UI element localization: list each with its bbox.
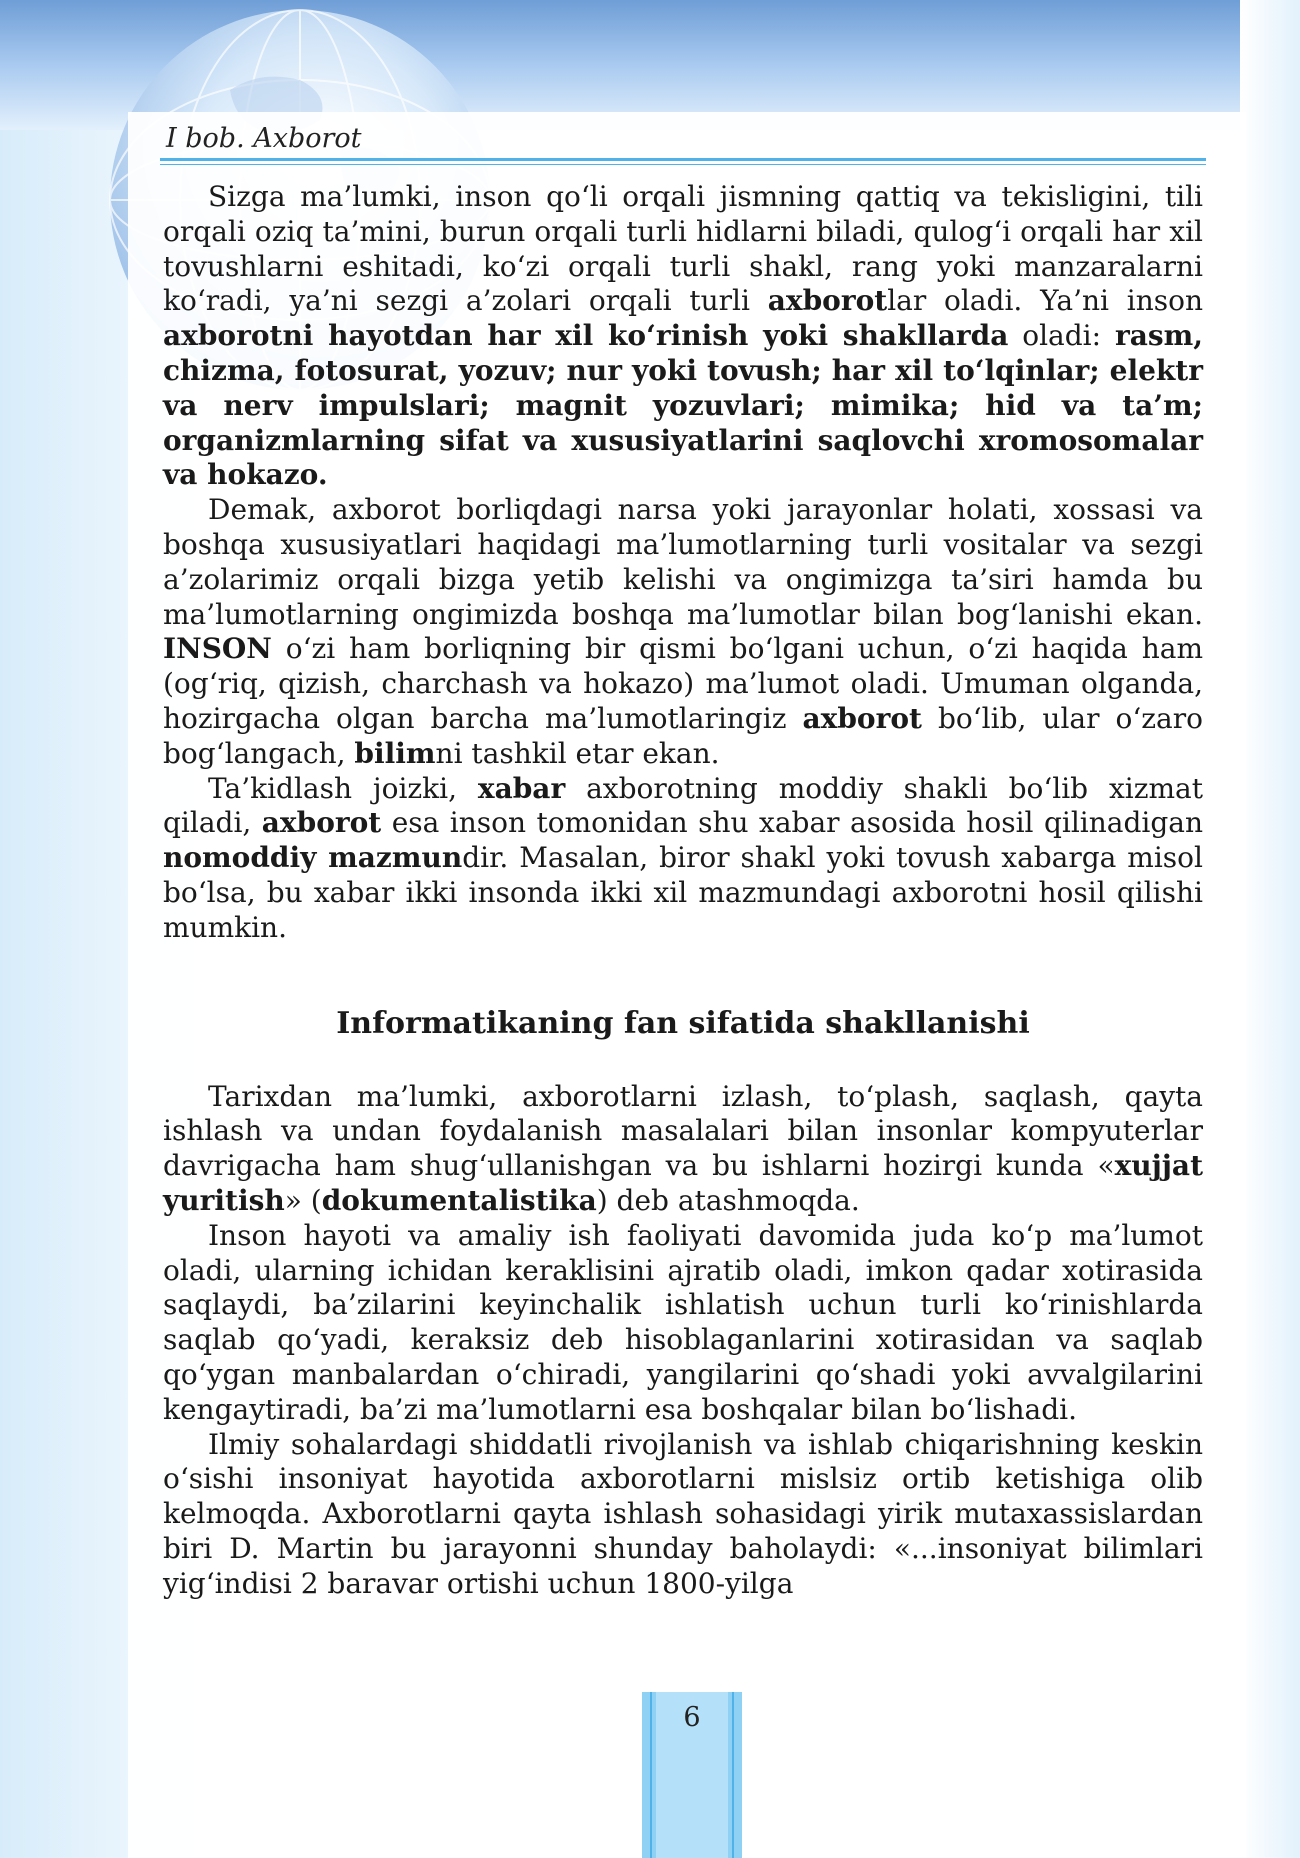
header-rule-thin <box>160 164 1206 165</box>
bold-run: nomoddiy mazmun <box>163 841 463 875</box>
text-run: » ( <box>284 1183 322 1217</box>
bold-run: xujjat yuritish <box>163 1149 1203 1217</box>
page-tab-edge-right <box>732 1692 734 1858</box>
text-run: Inson hayoti va amaliy ish faoliyati davomida juda ko‘p ma’lumot oladi, ularning ichidan keraklisini ajratib oladi, imkon qadar xotirasida saqlaydi, ba’zilarini keyinchalik ishlatish uchun turli ko‘rinishlarda saqlab qo‘yadi, keraksiz deb hisoblaganlarini xotirasidan va saqlab qo‘ygan manbalardan o‘chiradi, yangilarini qo‘shadi yoki avvalgilarini kengaytiradi, ba’zi ma’lumotlarni esa boshqalar bilan bo‘lishadi. <box>163 1218 1203 1426</box>
paragraph <box>163 1428 1203 1602</box>
running-header: I bob. Axborot <box>166 123 362 154</box>
bold-run: dokumentalistika <box>321 1183 597 1217</box>
bold-run: INSON <box>163 632 272 666</box>
text-run: Ta’kidlash joizki, <box>208 771 478 805</box>
bold-run: rasm, chizma, fotosurat, yozuv; nur yoki tovush; har xil to‘lqinlar; elektr va nerv impulslari; magnit yozuvlari; mimika; hid va ta’m; organizmlarning sifat va xususiyatlarini saqlovchi xromosomalar va hokazo. <box>163 319 1203 492</box>
text-run: Demak, axborot borliqdagi narsa yoki jarayonlar holati, xossasi va boshqa xususiyatlari haqidagi ma’lumotlarning turli vositalar va sezgi a’zolarimiz orqali bizga yetib kelishi va ongimizga ta’siri hamda bu ma’lumotlarning ongimizda boshqa ma’lumotlar bilan bog‘lanishi ekan. <box>163 493 1203 631</box>
right-band <box>1240 0 1300 1858</box>
bold-run: axborot <box>802 701 922 735</box>
intro-paragraphs <box>163 180 1203 946</box>
paragraph <box>163 1080 1203 1219</box>
page-tab-edge-left <box>650 1692 652 1858</box>
bold-run: bilim <box>354 736 436 770</box>
bold-run: xabar <box>477 771 566 805</box>
page-number: 6 <box>683 1702 701 1733</box>
paragraph <box>163 180 1203 493</box>
section-title: Informatikaning fan sifatida shakllanishi <box>336 1005 1030 1041</box>
page-content <box>163 180 1203 1601</box>
section-paragraphs <box>163 1080 1203 1602</box>
paragraph <box>163 772 1203 946</box>
text-run: ni tashkil etar ekan. <box>435 736 720 770</box>
text-run: esa inson tomonidan shu xabar asosida hosil qilinadigan <box>381 806 1203 840</box>
bold-run: axborot <box>261 806 382 840</box>
text-run: Sizga ma’lumki, inson qo‘li orqali jismning qattiq va tekisligini, tili orqali oziq ta’mini, burun orqali turli hidlarni biladi, qulog‘i orqali har xil tovushlarni eshitadi, ko‘zi orqali turli shakl, rang yoki manzaralarni ko‘radi, ya’ni sezgi a’zolari orqali turli <box>163 180 1203 318</box>
text-run: oladi: <box>1008 319 1115 353</box>
text-run: Tarixdan ma’lumki, axborotlarni izlash, to‘plash, saqlash, qayta ishlash va undan foydalanish masalalari bilan insonlar kompyuterlar davrigacha ham shug‘ullanishgan va bu ishlarni hozirgi kunda « <box>163 1079 1203 1183</box>
text-run: Ilmiy sohalardagi shiddatli rivojlanish va ishlab chiqarishning keskin o‘sishi insoniyat hayotida axborotlarni mislsiz ortib ketishiga olib kelmoqda. Axborotlarni qayta ishlash sohasidagi yirik mutaxassislardan biri D. Martin bu jarayonni shunday baholaydi: «...insoniyat bilimlari yig‘indisi 2 baravar ortishi uchun 1800-yilga <box>163 1427 1203 1600</box>
paragraph <box>163 1219 1203 1428</box>
text-run: lar oladi. Ya’ni inson <box>887 284 1203 318</box>
text-run: dir. Masalan, biror shakl yoki tovush xabarga misol bo‘lsa, bu xabar ikki insonda ikki xil mazmundagi axborotni hosil qilishi mumkin. <box>163 841 1203 944</box>
bold-run: axborotni hayotdan har xil ko‘rinish yoki shakllarda <box>163 319 1009 353</box>
text-run: o‘zi ham borliqning bir qismi bo‘lgani uchun, o‘zi haqida ham (og‘riq, qizish, charchash va hokazo) ma’lumot oladi. Umuman olganda, hozirgacha olgan barcha ma’lumotlaringiz <box>163 632 1203 735</box>
header-rule <box>160 158 1206 161</box>
paragraph <box>163 493 1203 771</box>
bold-run: axborot <box>767 284 888 318</box>
text-run: bo‘lib, ular o‘zaro bog‘langach, <box>163 701 1203 770</box>
text-run: ) deb atashmoqda. <box>596 1183 860 1217</box>
text-run: axborotning moddiy shakli bo‘lib xizmat qiladi, <box>163 771 1203 840</box>
